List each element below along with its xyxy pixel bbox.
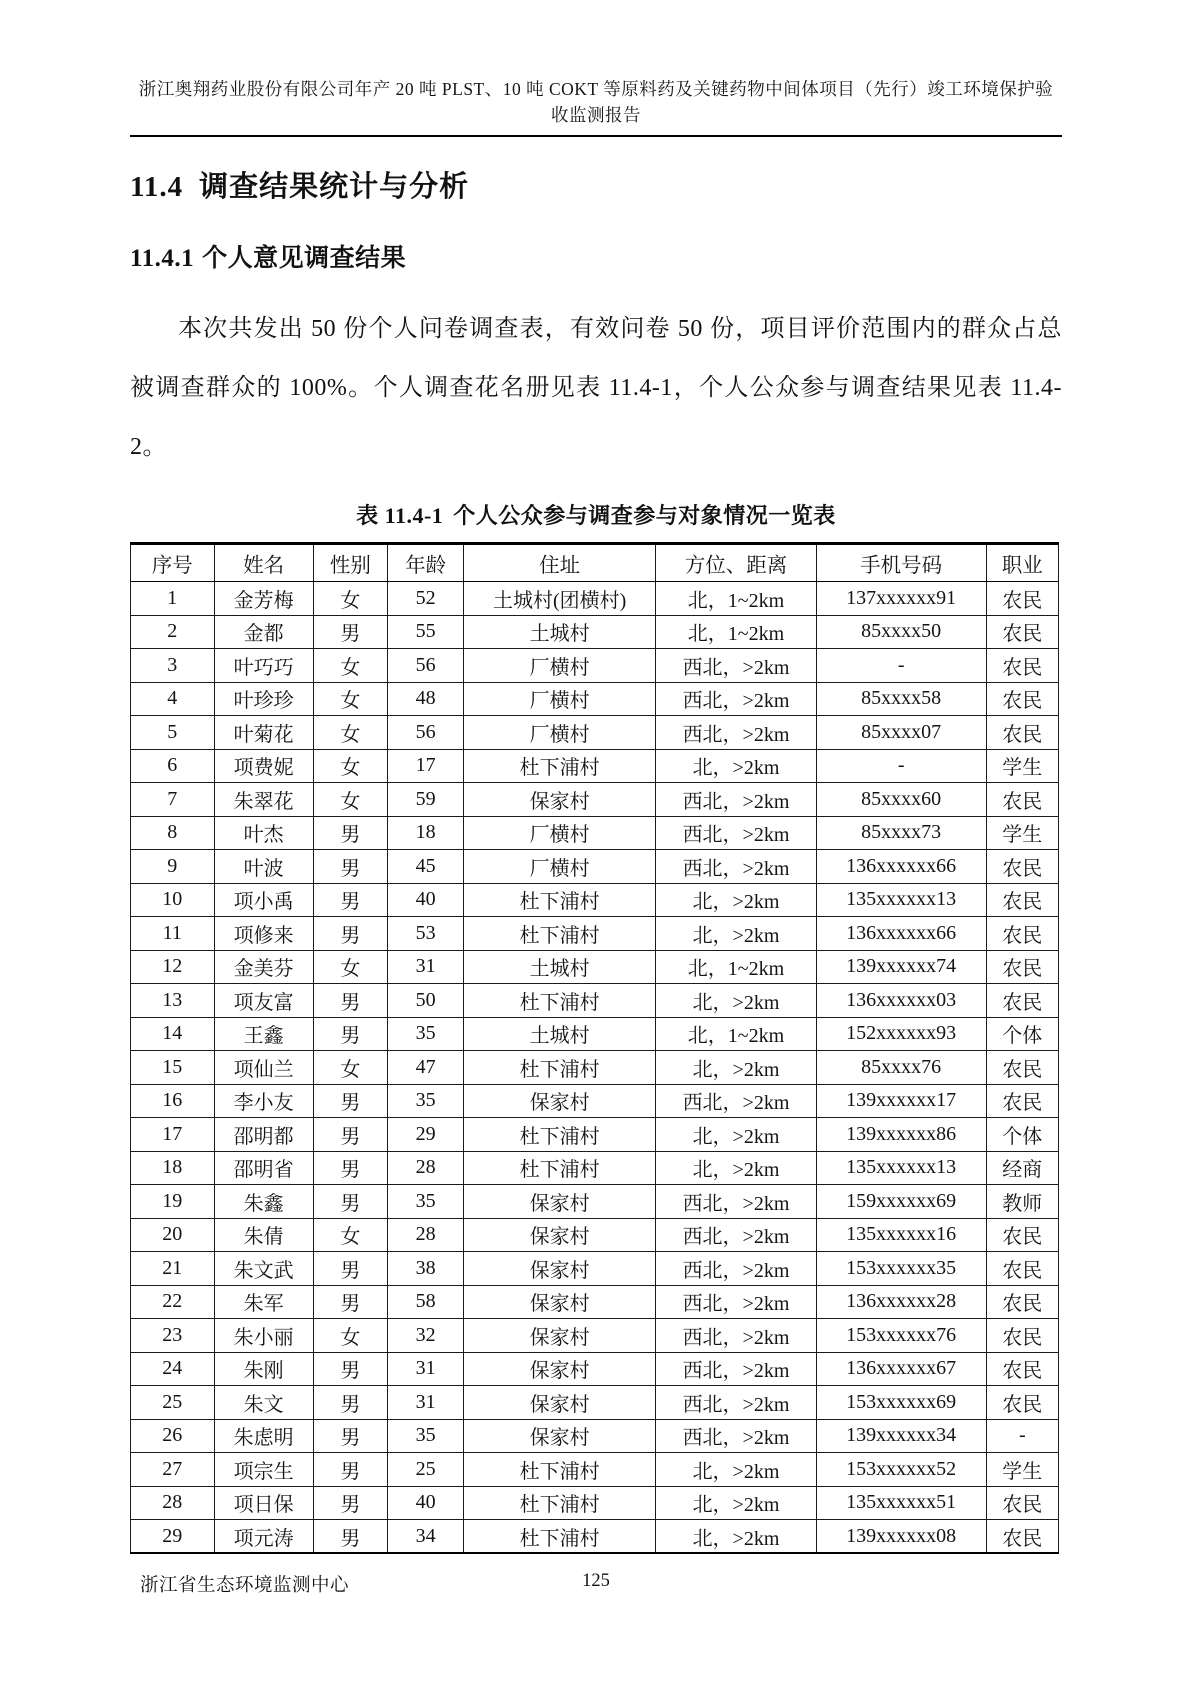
table-cell: 男	[313, 816, 387, 850]
table-cell: 28	[388, 1151, 464, 1185]
table-row	[131, 1084, 1059, 1118]
table-cell: 邵明省	[214, 1151, 313, 1185]
table-row	[131, 783, 1059, 817]
table-cell: 农民	[986, 950, 1058, 984]
table-cell: 139xxxxxx74	[816, 950, 986, 984]
table-cell: 北，1~2km	[656, 615, 817, 649]
table-cell: 85xxxx50	[816, 615, 986, 649]
table-cell: 男	[313, 1285, 387, 1319]
table-cell: 136xxxxxx66	[816, 917, 986, 951]
table-row	[131, 816, 1059, 850]
table-cell: 项修来	[214, 917, 313, 951]
table-cell: 136xxxxxx66	[816, 850, 986, 884]
column-header: 职业	[986, 544, 1058, 582]
table-cell: 40	[388, 1486, 464, 1520]
table-cell: 北，1~2km	[656, 950, 817, 984]
table-cell: 保家村	[464, 1319, 656, 1353]
table-cell: 9	[131, 850, 215, 884]
table-cell: 朱文	[214, 1386, 313, 1420]
table-cell: 保家村	[464, 1352, 656, 1386]
table-cell: 59	[388, 783, 464, 817]
table-cell: 男	[313, 1185, 387, 1219]
table-cell: 土城村	[464, 950, 656, 984]
column-header: 年龄	[388, 544, 464, 582]
subsection-number: 11.4.1	[130, 245, 195, 272]
table-cell: 农民	[986, 716, 1058, 750]
table-cell: 西北，>2km	[656, 1252, 817, 1286]
table-cell: 叶波	[214, 850, 313, 884]
table-cell: 金芳梅	[214, 582, 313, 616]
table-cell: 139xxxxxx86	[816, 1118, 986, 1152]
table-cell: 农民	[986, 1319, 1058, 1353]
table-cell: 53	[388, 917, 464, 951]
table-caption	[130, 499, 1062, 530]
table-row	[131, 1118, 1059, 1152]
table-row	[131, 1520, 1059, 1554]
table-cell: 14	[131, 1017, 215, 1051]
table-cell: 农民	[986, 1520, 1058, 1554]
table-cell: 西北，>2km	[656, 1084, 817, 1118]
table-cell: 13	[131, 984, 215, 1018]
table-cell: 男	[313, 1419, 387, 1453]
table-cell: 金美芬	[214, 950, 313, 984]
table-cell: 西北，>2km	[656, 1319, 817, 1353]
table-cell: 杜下浦村	[464, 1118, 656, 1152]
table-cell: -	[816, 749, 986, 783]
table-cell: 叶巧巧	[214, 649, 313, 683]
table-cell: 32	[388, 1319, 464, 1353]
table-cell: 叶菊花	[214, 716, 313, 750]
table-cell: 1	[131, 582, 215, 616]
table-cell: 50	[388, 984, 464, 1018]
table-cell: 139xxxxxx08	[816, 1520, 986, 1554]
table-cell: 25	[388, 1453, 464, 1487]
table-cell: 19	[131, 1185, 215, 1219]
table-cell: 23	[131, 1319, 215, 1353]
footer-org-name: 浙江省生态环境监测中心	[140, 1576, 350, 1596]
table-cell: 26	[131, 1419, 215, 1453]
table-cell: 杜下浦村	[464, 1453, 656, 1487]
table-cell: 16	[131, 1084, 215, 1118]
page-footer	[130, 1571, 1062, 1597]
table-cell: 135xxxxxx13	[816, 883, 986, 917]
table-cell: 金都	[214, 615, 313, 649]
section-number: 11.4	[130, 171, 184, 203]
table-cell: 农民	[986, 850, 1058, 884]
table-cell: 朱虑明	[214, 1419, 313, 1453]
column-header: 序号	[131, 544, 215, 582]
table-cell: 保家村	[464, 1218, 656, 1252]
table-cell: 34	[388, 1520, 464, 1554]
table-row	[131, 850, 1059, 884]
table-cell: 女	[313, 950, 387, 984]
table-cell: 朱刚	[214, 1352, 313, 1386]
table-cell: 杜下浦村	[464, 1486, 656, 1520]
table-cell: 杜下浦村	[464, 1051, 656, 1085]
table-cell: 男	[313, 615, 387, 649]
table-cell: 35	[388, 1419, 464, 1453]
table-cell: 保家村	[464, 1386, 656, 1420]
column-header: 手机号码	[816, 544, 986, 582]
table-cell: 7	[131, 783, 215, 817]
table-cell: 学生	[986, 1453, 1058, 1487]
table-cell: 朱倩	[214, 1218, 313, 1252]
table-cell: 31	[388, 950, 464, 984]
table-cell: 农民	[986, 582, 1058, 616]
table-cell: 农民	[986, 1218, 1058, 1252]
table-cell: 男	[313, 850, 387, 884]
table-cell: 159xxxxxx69	[816, 1185, 986, 1219]
table-cell: 56	[388, 716, 464, 750]
table-cell: 叶珍珍	[214, 682, 313, 716]
table-cell: 保家村	[464, 783, 656, 817]
table-cell: 女	[313, 1051, 387, 1085]
table-cell: 北，>2km	[656, 1520, 817, 1554]
table-cell: 项仙兰	[214, 1051, 313, 1085]
table-cell: 王鑫	[214, 1017, 313, 1051]
table-cell: 项宗生	[214, 1453, 313, 1487]
table-cell: 85xxxx60	[816, 783, 986, 817]
table-cell: 18	[131, 1151, 215, 1185]
table-cell: 女	[313, 1319, 387, 1353]
table-cell: 北，>2km	[656, 1118, 817, 1152]
table-cell: 女	[313, 682, 387, 716]
table-cell: 135xxxxxx13	[816, 1151, 986, 1185]
table-row	[131, 582, 1059, 616]
table-cell: 农民	[986, 984, 1058, 1018]
section-heading	[130, 164, 1062, 205]
table-row	[131, 917, 1059, 951]
table-cell: 136xxxxxx67	[816, 1352, 986, 1386]
table-cell: 38	[388, 1252, 464, 1286]
table-cell: 女	[313, 716, 387, 750]
table-cell: 朱翠花	[214, 783, 313, 817]
table-cell: 35	[388, 1185, 464, 1219]
table-cell: 保家村	[464, 1285, 656, 1319]
table-cell: 保家村	[464, 1185, 656, 1219]
subsection-heading	[130, 238, 1062, 274]
table-cell: 女	[313, 582, 387, 616]
table-cell: 17	[388, 749, 464, 783]
table-cell: 52	[388, 582, 464, 616]
body-paragraph: 本次共发出 50 份个人问卷调查表，有效问卷 50 份，项目评价范围内的群众占总被调查群众的 100%。个人调查花名册见表 11.4-1，个人公众参与调查结果见表 11.4-2。	[130, 316, 1062, 460]
table-cell: 女	[313, 749, 387, 783]
table-cell: 农民	[986, 917, 1058, 951]
table-cell: 农民	[986, 1352, 1058, 1386]
table-caption-text: 个人公众参与调查参与对象情况一览表	[453, 503, 836, 528]
table-cell: 56	[388, 649, 464, 683]
table-cell: 男	[313, 1118, 387, 1152]
table-cell: 李小友	[214, 1084, 313, 1118]
table-cell: 85xxxx07	[816, 716, 986, 750]
table-cell: 85xxxx73	[816, 816, 986, 850]
table-cell: 项元涛	[214, 1520, 313, 1554]
table-cell: 保家村	[464, 1084, 656, 1118]
table-cell: 项日保	[214, 1486, 313, 1520]
table-cell: 男	[313, 1151, 387, 1185]
table-cell: 杜下浦村	[464, 984, 656, 1018]
table-row	[131, 1252, 1059, 1286]
table-cell: 北，>2km	[656, 1051, 817, 1085]
table-cell: 85xxxx76	[816, 1051, 986, 1085]
table-cell: 北，>2km	[656, 984, 817, 1018]
table-cell: 女	[313, 649, 387, 683]
table-cell: 153xxxxxx35	[816, 1252, 986, 1286]
table-cell: 31	[388, 1386, 464, 1420]
table-cell: 135xxxxxx51	[816, 1486, 986, 1520]
table-cell: 农民	[986, 649, 1058, 683]
table-cell: 28	[388, 1218, 464, 1252]
table-cell: 厂横村	[464, 850, 656, 884]
table-cell: 3	[131, 649, 215, 683]
table-cell: 农民	[986, 1051, 1058, 1085]
page-header: 浙江奥翔药业股份有限公司年产 20 吨 PLST、10 吨 COKT 等原料药及关键药物中间体项目（先行）竣工环境保护验收监测报告	[138, 79, 1054, 125]
table-cell: 厂横村	[464, 649, 656, 683]
table-cell: 厂横村	[464, 682, 656, 716]
survey-table	[130, 542, 1059, 1554]
table-row	[131, 1218, 1059, 1252]
table-cell: 47	[388, 1051, 464, 1085]
table-cell: 个体	[986, 1118, 1058, 1152]
header-divider	[130, 135, 1062, 137]
table-cell: 137xxxxxx91	[816, 582, 986, 616]
table-cell: 北，>2km	[656, 1453, 817, 1487]
table-cell: 项小禹	[214, 883, 313, 917]
table-cell: 北，>2km	[656, 749, 817, 783]
table-cell: 土城村	[464, 615, 656, 649]
table-cell: 杜下浦村	[464, 1151, 656, 1185]
table-cell: 北，>2km	[656, 1151, 817, 1185]
table-cell: 31	[388, 1352, 464, 1386]
table-cell: 学生	[986, 749, 1058, 783]
table-cell: 叶杰	[214, 816, 313, 850]
table-cell: 153xxxxxx69	[816, 1386, 986, 1420]
table-cell: 男	[313, 1252, 387, 1286]
table-cell: 厂横村	[464, 816, 656, 850]
table-cell: 55	[388, 615, 464, 649]
table-row	[131, 716, 1059, 750]
table-cell: 6	[131, 749, 215, 783]
table-cell: 152xxxxxx93	[816, 1017, 986, 1051]
table-row	[131, 1051, 1059, 1085]
page-number: 125	[582, 1571, 610, 1591]
table-row	[131, 1352, 1059, 1386]
table-row	[131, 1453, 1059, 1487]
table-row	[131, 649, 1059, 683]
table-row	[131, 1185, 1059, 1219]
table-cell: 58	[388, 1285, 464, 1319]
table-cell: 40	[388, 883, 464, 917]
table-cell: 135xxxxxx16	[816, 1218, 986, 1252]
table-row	[131, 749, 1059, 783]
table-cell: -	[816, 649, 986, 683]
table-cell: 男	[313, 1520, 387, 1554]
table-cell: 153xxxxxx52	[816, 1453, 986, 1487]
table-cell: 18	[388, 816, 464, 850]
table-cell: 35	[388, 1084, 464, 1118]
table-row	[131, 1419, 1059, 1453]
table-cell: 杜下浦村	[464, 749, 656, 783]
table-row	[131, 682, 1059, 716]
table-cell: 农民	[986, 1285, 1058, 1319]
table-cell: 朱鑫	[214, 1185, 313, 1219]
table-cell: 35	[388, 1017, 464, 1051]
table-cell: 西北，>2km	[656, 783, 817, 817]
subsection-title-text: 个人意见调查结果	[202, 245, 407, 272]
table-cell: 保家村	[464, 1252, 656, 1286]
table-caption-number: 表 11.4-1	[356, 503, 444, 528]
table-row	[131, 615, 1059, 649]
table-row	[131, 1285, 1059, 1319]
table-cell: 139xxxxxx17	[816, 1084, 986, 1118]
table-cell: 5	[131, 716, 215, 750]
table-cell: 北，>2km	[656, 1486, 817, 1520]
table-header-row	[131, 544, 1059, 582]
table-cell: 北，>2km	[656, 917, 817, 951]
table-cell: 男	[313, 1084, 387, 1118]
column-header: 姓名	[214, 544, 313, 582]
table-row	[131, 883, 1059, 917]
table-cell: 西北，>2km	[656, 716, 817, 750]
table-cell: 20	[131, 1218, 215, 1252]
table-cell: 农民	[986, 682, 1058, 716]
table-cell: 西北，>2km	[656, 649, 817, 683]
table-row	[131, 1319, 1059, 1353]
table-cell: 男	[313, 1486, 387, 1520]
table-cell: 136xxxxxx03	[816, 984, 986, 1018]
table-cell: 项费妮	[214, 749, 313, 783]
table-cell: 朱文武	[214, 1252, 313, 1286]
table-cell: 21	[131, 1252, 215, 1286]
table-cell: 厂横村	[464, 716, 656, 750]
table-cell: 136xxxxxx28	[816, 1285, 986, 1319]
table-row	[131, 984, 1059, 1018]
table-cell: 保家村	[464, 1419, 656, 1453]
table-cell: 男	[313, 984, 387, 1018]
table-cell: 45	[388, 850, 464, 884]
table-cell: 22	[131, 1285, 215, 1319]
table-cell: -	[986, 1419, 1058, 1453]
table-cell: 农民	[986, 1084, 1058, 1118]
table-cell: 北，1~2km	[656, 582, 817, 616]
table-cell: 土城村(团横村)	[464, 582, 656, 616]
table-cell: 15	[131, 1051, 215, 1085]
table-cell: 11	[131, 917, 215, 951]
table-row	[131, 1486, 1059, 1520]
table-cell: 西北，>2km	[656, 1218, 817, 1252]
table-cell: 2	[131, 615, 215, 649]
table-cell: 西北，>2km	[656, 850, 817, 884]
table-cell: 48	[388, 682, 464, 716]
table-row	[131, 1386, 1059, 1420]
table-cell: 农民	[986, 1486, 1058, 1520]
table-row	[131, 1017, 1059, 1051]
table-cell: 男	[313, 917, 387, 951]
table-cell: 邵明都	[214, 1118, 313, 1152]
table-cell: 153xxxxxx76	[816, 1319, 986, 1353]
table-cell: 北，>2km	[656, 883, 817, 917]
table-cell: 27	[131, 1453, 215, 1487]
section-title-text: 调查结果统计与分析	[199, 171, 470, 203]
table-cell: 西北，>2km	[656, 1285, 817, 1319]
table-cell: 男	[313, 1453, 387, 1487]
table-cell: 西北，>2km	[656, 1352, 817, 1386]
table-cell: 杜下浦村	[464, 883, 656, 917]
table-cell: 北，1~2km	[656, 1017, 817, 1051]
table-cell: 男	[313, 1386, 387, 1420]
table-cell: 西北，>2km	[656, 1386, 817, 1420]
table-cell: 8	[131, 816, 215, 850]
table-cell: 4	[131, 682, 215, 716]
table-cell: 24	[131, 1352, 215, 1386]
table-cell: 农民	[986, 883, 1058, 917]
table-cell: 土城村	[464, 1017, 656, 1051]
table-cell: 西北，>2km	[656, 816, 817, 850]
table-cell: 农民	[986, 783, 1058, 817]
column-header: 方位、距离	[656, 544, 817, 582]
table-cell: 17	[131, 1118, 215, 1152]
column-header: 性别	[313, 544, 387, 582]
table-cell: 29	[388, 1118, 464, 1152]
table-cell: 农民	[986, 1252, 1058, 1286]
table-cell: 经商	[986, 1151, 1058, 1185]
table-cell: 农民	[986, 615, 1058, 649]
table-cell: 朱小丽	[214, 1319, 313, 1353]
table-cell: 农民	[986, 1386, 1058, 1420]
table-row	[131, 1151, 1059, 1185]
column-header: 住址	[464, 544, 656, 582]
table-cell: 男	[313, 1352, 387, 1386]
table-cell: 女	[313, 783, 387, 817]
table-row	[131, 950, 1059, 984]
table-cell: 10	[131, 883, 215, 917]
table-cell: 男	[313, 883, 387, 917]
table-cell: 教师	[986, 1185, 1058, 1219]
table-cell: 学生	[986, 816, 1058, 850]
table-cell: 杜下浦村	[464, 1520, 656, 1554]
table-cell: 85xxxx58	[816, 682, 986, 716]
table-cell: 29	[131, 1520, 215, 1554]
table-cell: 杜下浦村	[464, 917, 656, 951]
table-cell: 项友富	[214, 984, 313, 1018]
table-cell: 个体	[986, 1017, 1058, 1051]
table-cell: 12	[131, 950, 215, 984]
table-cell: 28	[131, 1486, 215, 1520]
table-cell: 西北，>2km	[656, 1185, 817, 1219]
table-cell: 西北，>2km	[656, 1419, 817, 1453]
table-cell: 女	[313, 1218, 387, 1252]
table-cell: 男	[313, 1017, 387, 1051]
table-cell: 朱军	[214, 1285, 313, 1319]
table-cell: 25	[131, 1386, 215, 1420]
table-cell: 西北，>2km	[656, 682, 817, 716]
table-cell: 139xxxxxx34	[816, 1419, 986, 1453]
